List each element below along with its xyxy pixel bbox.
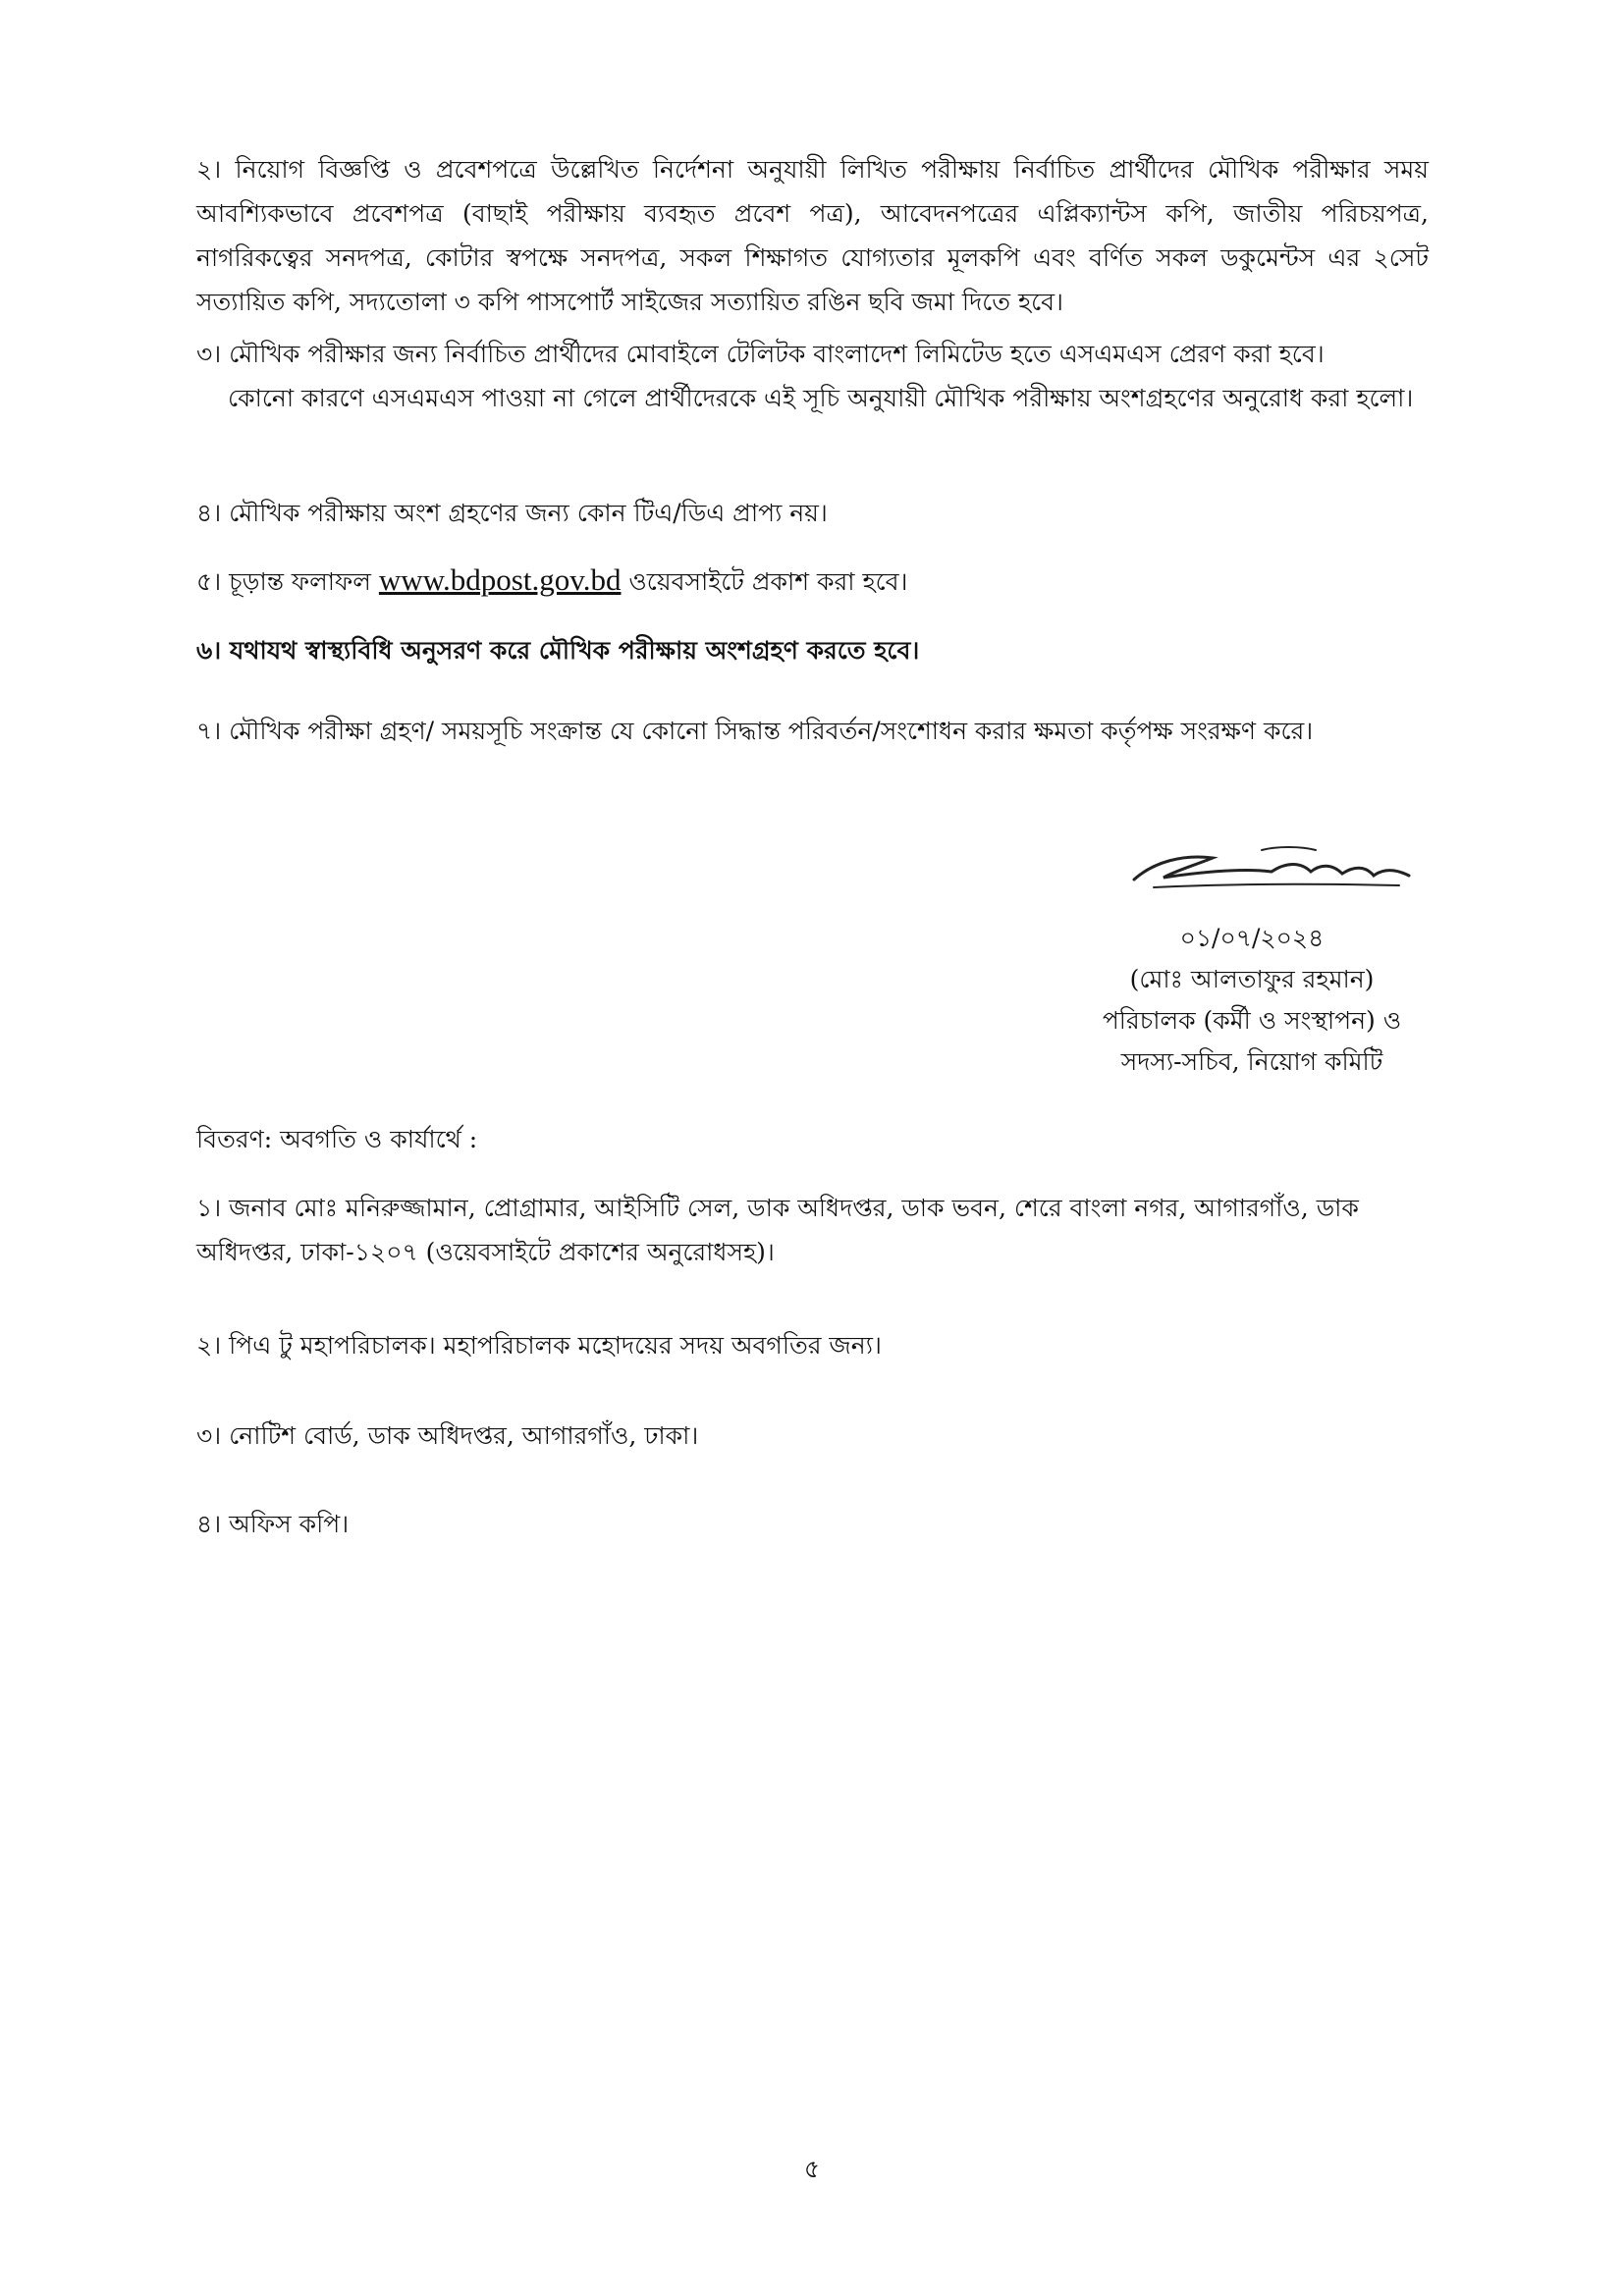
signature-block [1036,918,1468,1083]
note-4: ৪। মৌখিক পরীক্ষায় অংশ গ্রহণের জন্য কোন টিএ/ডিএ প্রাপ্য নয়। [196,499,828,527]
distribution-item-3: ৩। নোটিশ বোর্ড, ডাক অধিদপ্তর, আগারগাঁও, ঢাকা। [196,1421,699,1450]
note-2: ২। নিয়োগ বিজ্ঞপ্তি ও প্রবেশপত্রে উল্লেখিত নির্দেশনা অনুযায়ী লিখিত পরীক্ষায় নির্বাচিত প্রার্থীদের মৌখিক পরীক্ষার সময় আবশ্যিকভাবে প্রবেশপত্র (বাছাই পরীক্ষায় ব্যবহৃত প্রবেশ পত্র), আবেদনপত্রের এপ্লিক্যান্টস কপি, জাতীয় পরিচয়পত্র, নাগরিকত্বের সনদপত্র, কোটার স্বপক্ষে সনদপত্র, সকল শিক্ষাগত যোগ্যতার মূলকপি এবং বর্ণিত সকল ডকুমেন্টস এর ২সেট সত্যায়িত কপি, সদ্যতোলা ৩ কপি পাসপোর্ট সাইজের সত্যায়িত রঙিন ছবি জমা দিতে হবে। [196,155,1429,316]
page-number: ৫ [803,2155,821,2183]
distribution-item-1: ১। জনাব মোঃ মনিরুজ্জামান, প্রোগ্রামার, আইসিটি সেল, ডাক অধিদপ্তর, ডাক ভবন, শেরে বাংলা নগর, আগারগাঁও, ডাক অধিদপ্তর, ঢাকা-১২০৭ (ওয়েবসাইটে প্রকাশের অনুরোধসহ)। [196,1194,1359,1266]
note-3 [196,332,1429,420]
website-link[interactable]: www.bdpost.gov.bd [378,562,622,597]
note-3-line-1: ৩। মৌখিক পরীক্ষার জন্য নির্বাচিত প্রার্থীদের মোবাইলে টেলিটক বাংলাদেশ লিমিটেড হতে এসএমএস প্রেরণ করা হবে। [196,340,1325,368]
signatory-name: (মোঃ আলতাফুর রহমান) [1129,965,1375,993]
signatory-designation-1: পরিচালক (কর্মী ও সংস্থাপন) ও [1102,1006,1402,1035]
note-5 [196,558,1429,604]
note-5-prefix: ৫। চূড়ান্ত ফলাফল [196,567,371,596]
signatory-designation-2: সদস্য-সচিব, নিয়োগ কমিটি [1120,1047,1383,1076]
distribution-item-4: ৪। অফিস কপি। [196,1510,350,1538]
handwritten-signature [1114,832,1429,901]
distribution-item-2: ২। পিএ টু মহাপরিচালক। মহাপরিচালক মহোদয়ের সদয় অবগতির জন্য। [196,1331,882,1360]
note-3-line-2: কোনো কারণে এসএমএস পাওয়া না গেলে প্রার্থীদেরকে এই সূচি অনুযায়ী মৌখিক পরীক্ষায় অংশগ্রহণের অনুরোধ করা হলো। [228,384,1414,412]
note-6: ৬। যথাযথ স্বাস্থ্যবিধি অনুসরণ করে মৌখিক পরীক্ষায় অংশগ্রহণ করতে হবে। [196,636,920,665]
distribution-heading: বিতরণ: অবগতি ও কার্যার্থে : [196,1125,478,1153]
signature-date: ০১/০৭/২০২৪ [1179,924,1325,952]
note-5-suffix: ওয়েবসাইটে প্রকাশ করা হবে। [628,567,908,596]
note-7: ৭। মৌখিক পরীক্ষা গ্রহণ/ সময়সূচি সংক্রান্ত যে কোনো সিদ্ধান্ত পরিবর্তন/সংশোধন করার ক্ষমতা কর্তৃপক্ষ সংরক্ষণ করে। [196,717,1314,745]
